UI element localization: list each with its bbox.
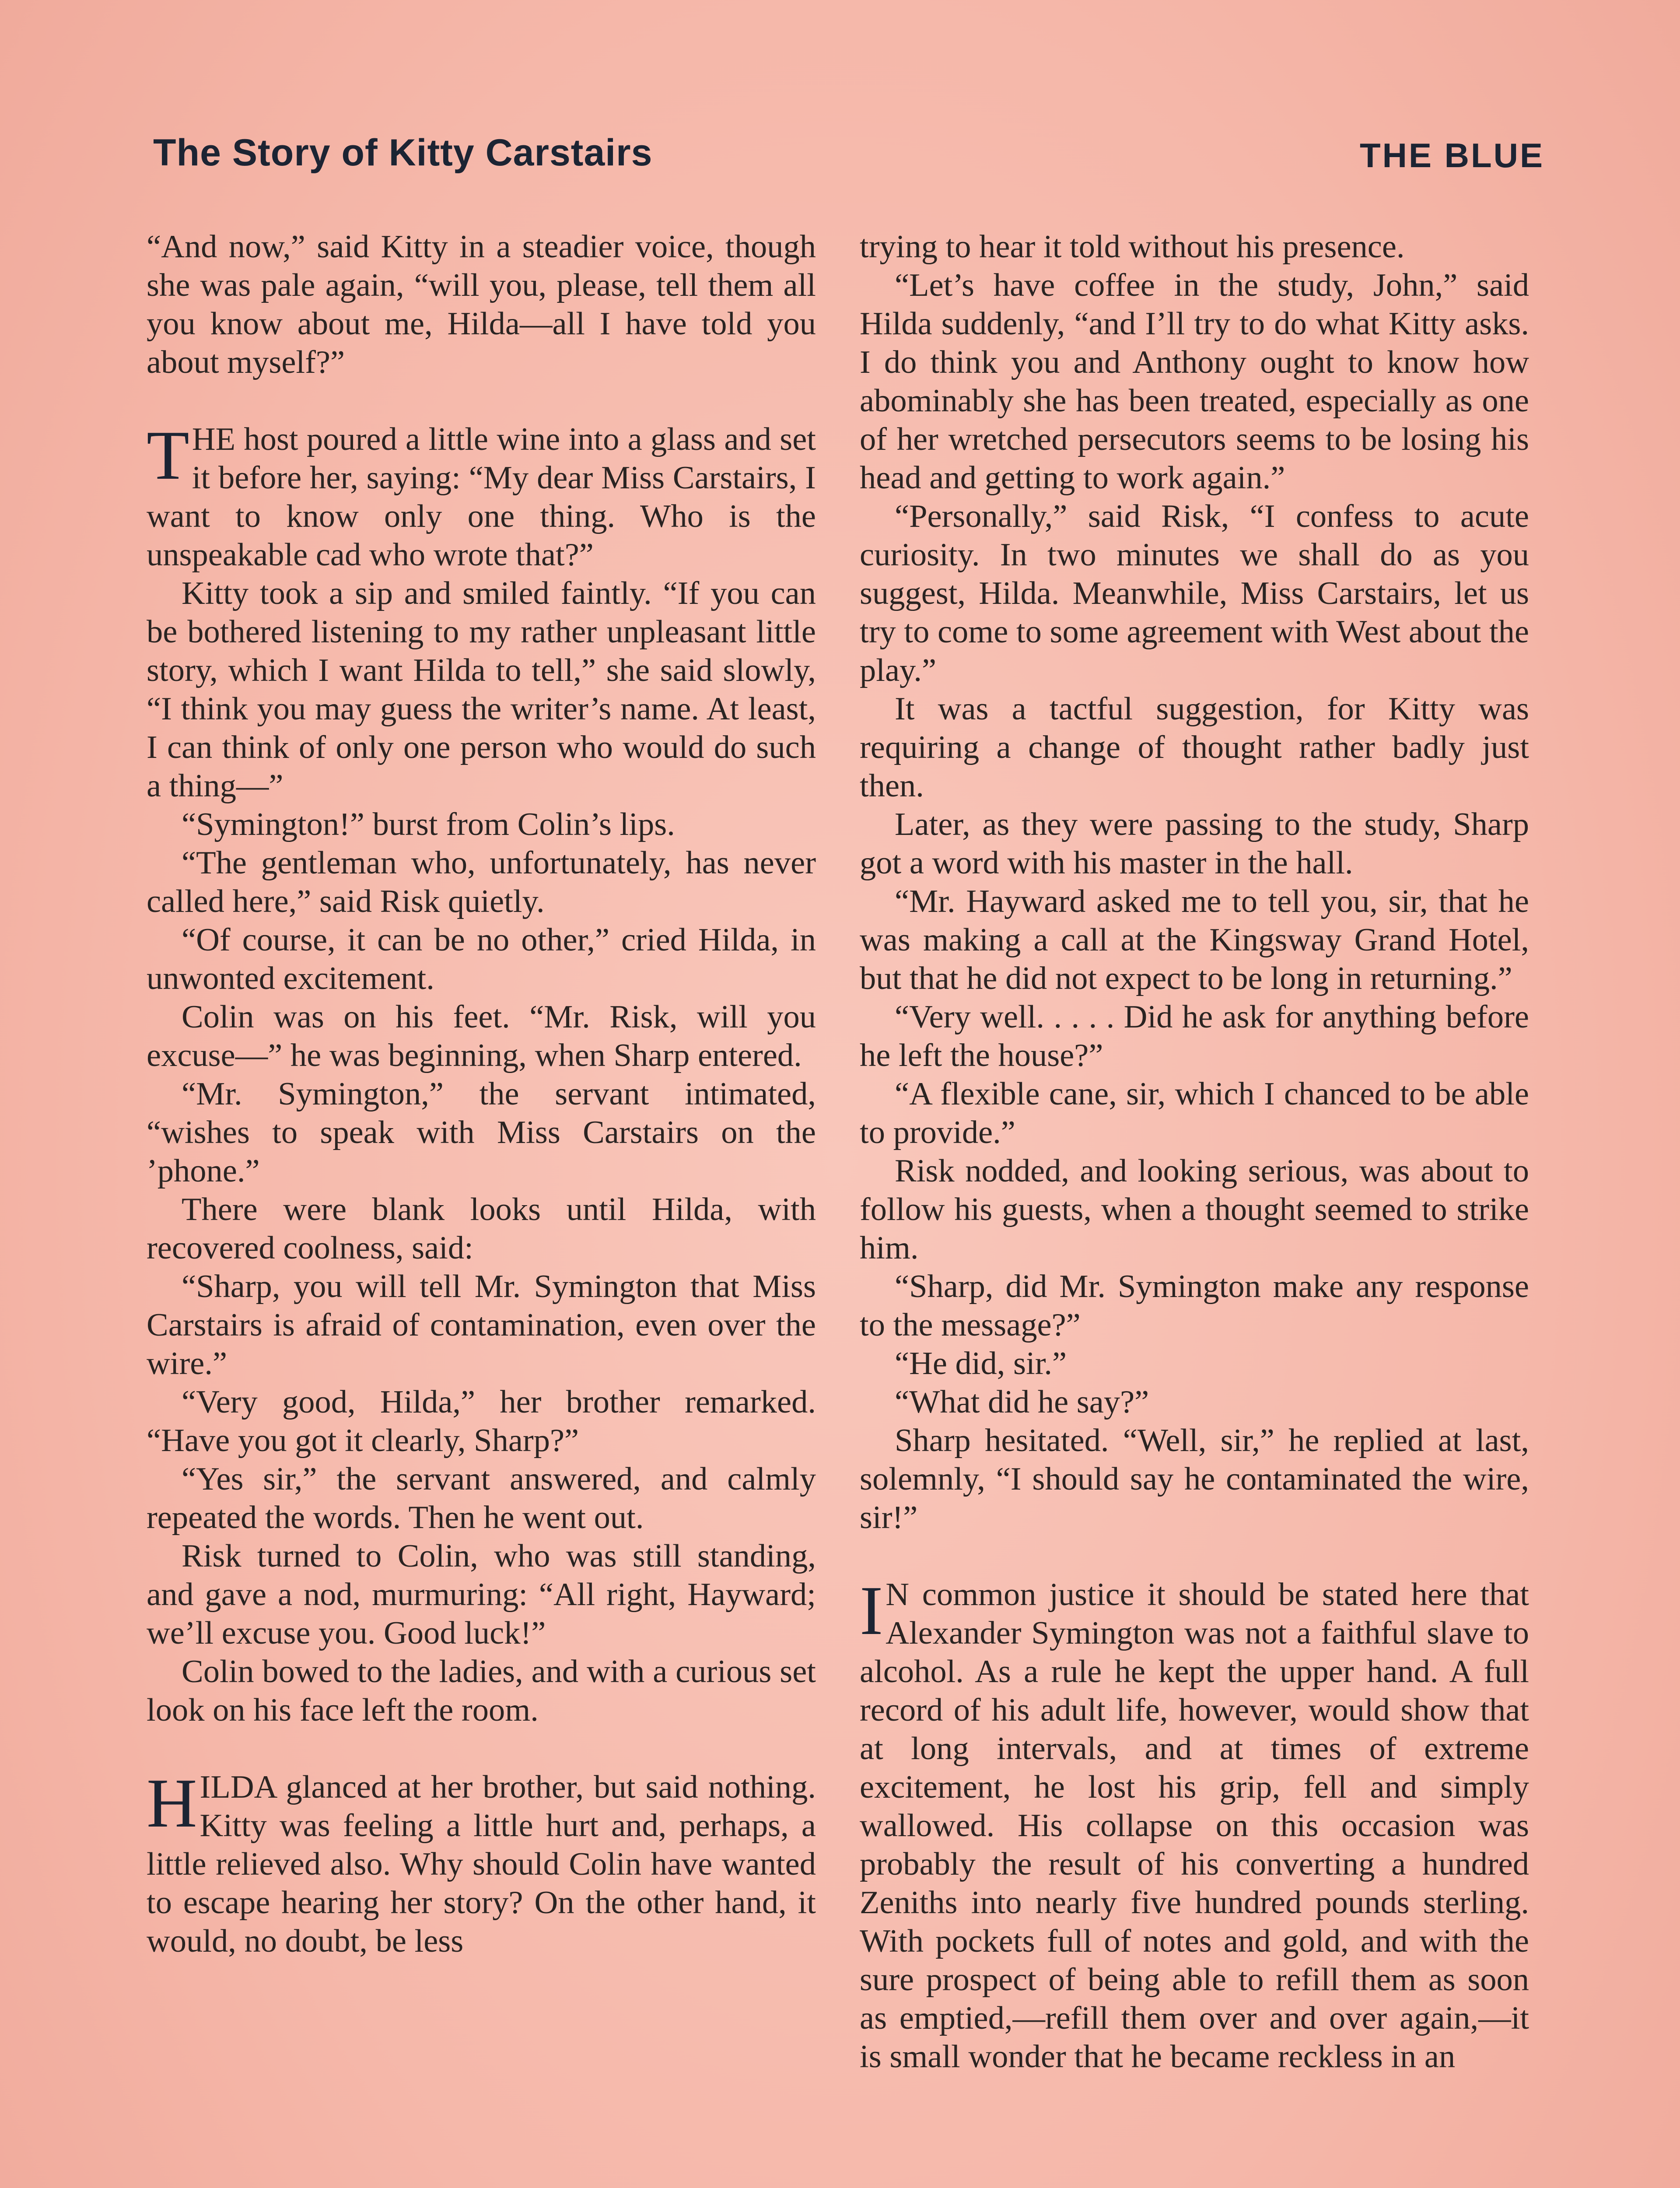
paragraph: Later, as they were passing to the study, Sharp got a word with his master in the hall. (860, 806, 1529, 881)
paragraph: “Mr. Hayward asked me to tell you, sir, that he was making a call at the Kingsway Grand Hotel, but that he did not expect to be long in returning.” (860, 884, 1529, 996)
paragraph: “He did, sir.” (895, 1346, 1067, 1382)
paragraph: “Sharp, did Mr. Symington make any response to the message?” (860, 1269, 1529, 1343)
paragraph: Risk nodded, and looking serious, was about to follow his guests, when a thought seemed to strike him. (860, 1153, 1529, 1266)
paragraph-dropcap: THE host poured a little wine into a glass and set it before her, saying: “My dear Miss Carstairs, I want to know only one thing. Who is the unspeakable cad who wrote that?” (147, 416, 816, 573)
left-column (147, 228, 816, 1960)
magazine-name: THE BLUE (1360, 136, 1544, 175)
right-column (860, 228, 1529, 2076)
paragraph: Colin was on his feet. “Mr. Risk, will you excuse—” he was beginning, when Sharp entered. (147, 999, 816, 1073)
paragraph: trying to hear it told without his presence. (860, 229, 1405, 265)
paragraph: “Symington!” burst from Colin’s lips. (182, 806, 675, 842)
paragraph: “Very good, Hilda,” her brother remarked. “Have you got it clearly, Sharp?” (147, 1384, 816, 1459)
story-title: The Story of Kitty Carstairs (153, 132, 653, 174)
paragraph: Sharp hesitated. “Well, sir,” he replied at last, solemnly, “I should say he contaminated the wire, sir!” (860, 1423, 1529, 1536)
paragraph: It was a tactful suggestion, for Kitty was requiring a change of thought rather badly just then. (860, 691, 1529, 804)
paragraph: “Sharp, you will tell Mr. Symington that Miss Carstairs is afraid of contamination, even over the wire.” (147, 1269, 816, 1382)
paragraph: Risk turned to Colin, who was still standing, and gave a nod, murmuring: “All right, Hayward; we’ll excuse you. Good luck!” (147, 1538, 816, 1651)
paragraph: “What did he say?” (895, 1384, 1149, 1420)
paragraph: Kitty took a sip and smiled faintly. “If you can be bothered listening to my rather unpleasant little story, which I want Hilda to tell,” she said slowly, “I think you may guess the writer’s name. At least, I can think of only one person who would do such a thing—” (147, 575, 816, 804)
paragraph: “And now,” said Kitty in a steadier voice, though she was pale again, “will you, please, tell them all you know about me, Hilda—all I have told you about myself?” (147, 229, 816, 380)
paragraph: “A flexible cane, sir, which I chanced to be able to provide.” (860, 1076, 1529, 1150)
paragraph: “Yes sir,” the servant answered, and calmly repeated the words. Then he went out. (147, 1461, 816, 1536)
paragraph-dropcap: HILDA glanced at her brother, but said nothing. Kitty was feeling a little hurt and, perhaps, a little relieved also. Why should Colin have wanted to escape hearing her story? On the other hand, it would, no doubt, be less (147, 1764, 816, 1959)
paragraph: There were blank looks until Hilda, with recovered coolness, said: (147, 1192, 816, 1266)
paragraph: Colin bowed to the ladies, and with a curious set look on his face left the room. (147, 1654, 816, 1728)
paragraph: “Let’s have coffee in the study, John,” said Hilda suddenly, “and I’ll try to do what Kitty asks. I do think you and Anthony ought to know how abominably she has been treated, especially as one of her wretched persecutors seems to be losing his head and getting to work again.” (860, 267, 1529, 496)
paragraph: “Very well. . . . . Did he ask for anything before he left the house?” (860, 999, 1529, 1073)
paragraph: “Mr. Symington,” the servant intimated, “wishes to speak with Miss Carstairs on the ’phone.” (147, 1076, 816, 1189)
paragraph: “The gentleman who, unfortunately, has never called here,” said Risk quietly. (147, 845, 816, 919)
paragraph-dropcap: IN common justice it should be stated here that Alexander Symington was not a faithful slave to alcohol. As a rule he kept the upper hand. A full record of his adult life, however, would show that at long intervals, and at times of extreme excitement, he lost his grip, fell and simply wallowed. His collapse on this occasion was probably the result of his converting a hundred Zeniths into nearly five hundred pounds sterling. With pockets full of notes and gold, and with the sure prospect of being able to refill them as soon as emptied,—refill them over and over again,—it is small wonder that he became reckless in an (860, 1571, 1529, 2075)
paragraph: “Personally,” said Risk, “I confess to acute curiosity. In two minutes we shall do as you suggest, Hilda. Meanwhile, Miss Carstairs, let us try to come to some agreement with West about the play.” (860, 498, 1529, 688)
paragraph: “Of course, it can be no other,” cried Hilda, in unwonted excitement. (147, 922, 816, 996)
